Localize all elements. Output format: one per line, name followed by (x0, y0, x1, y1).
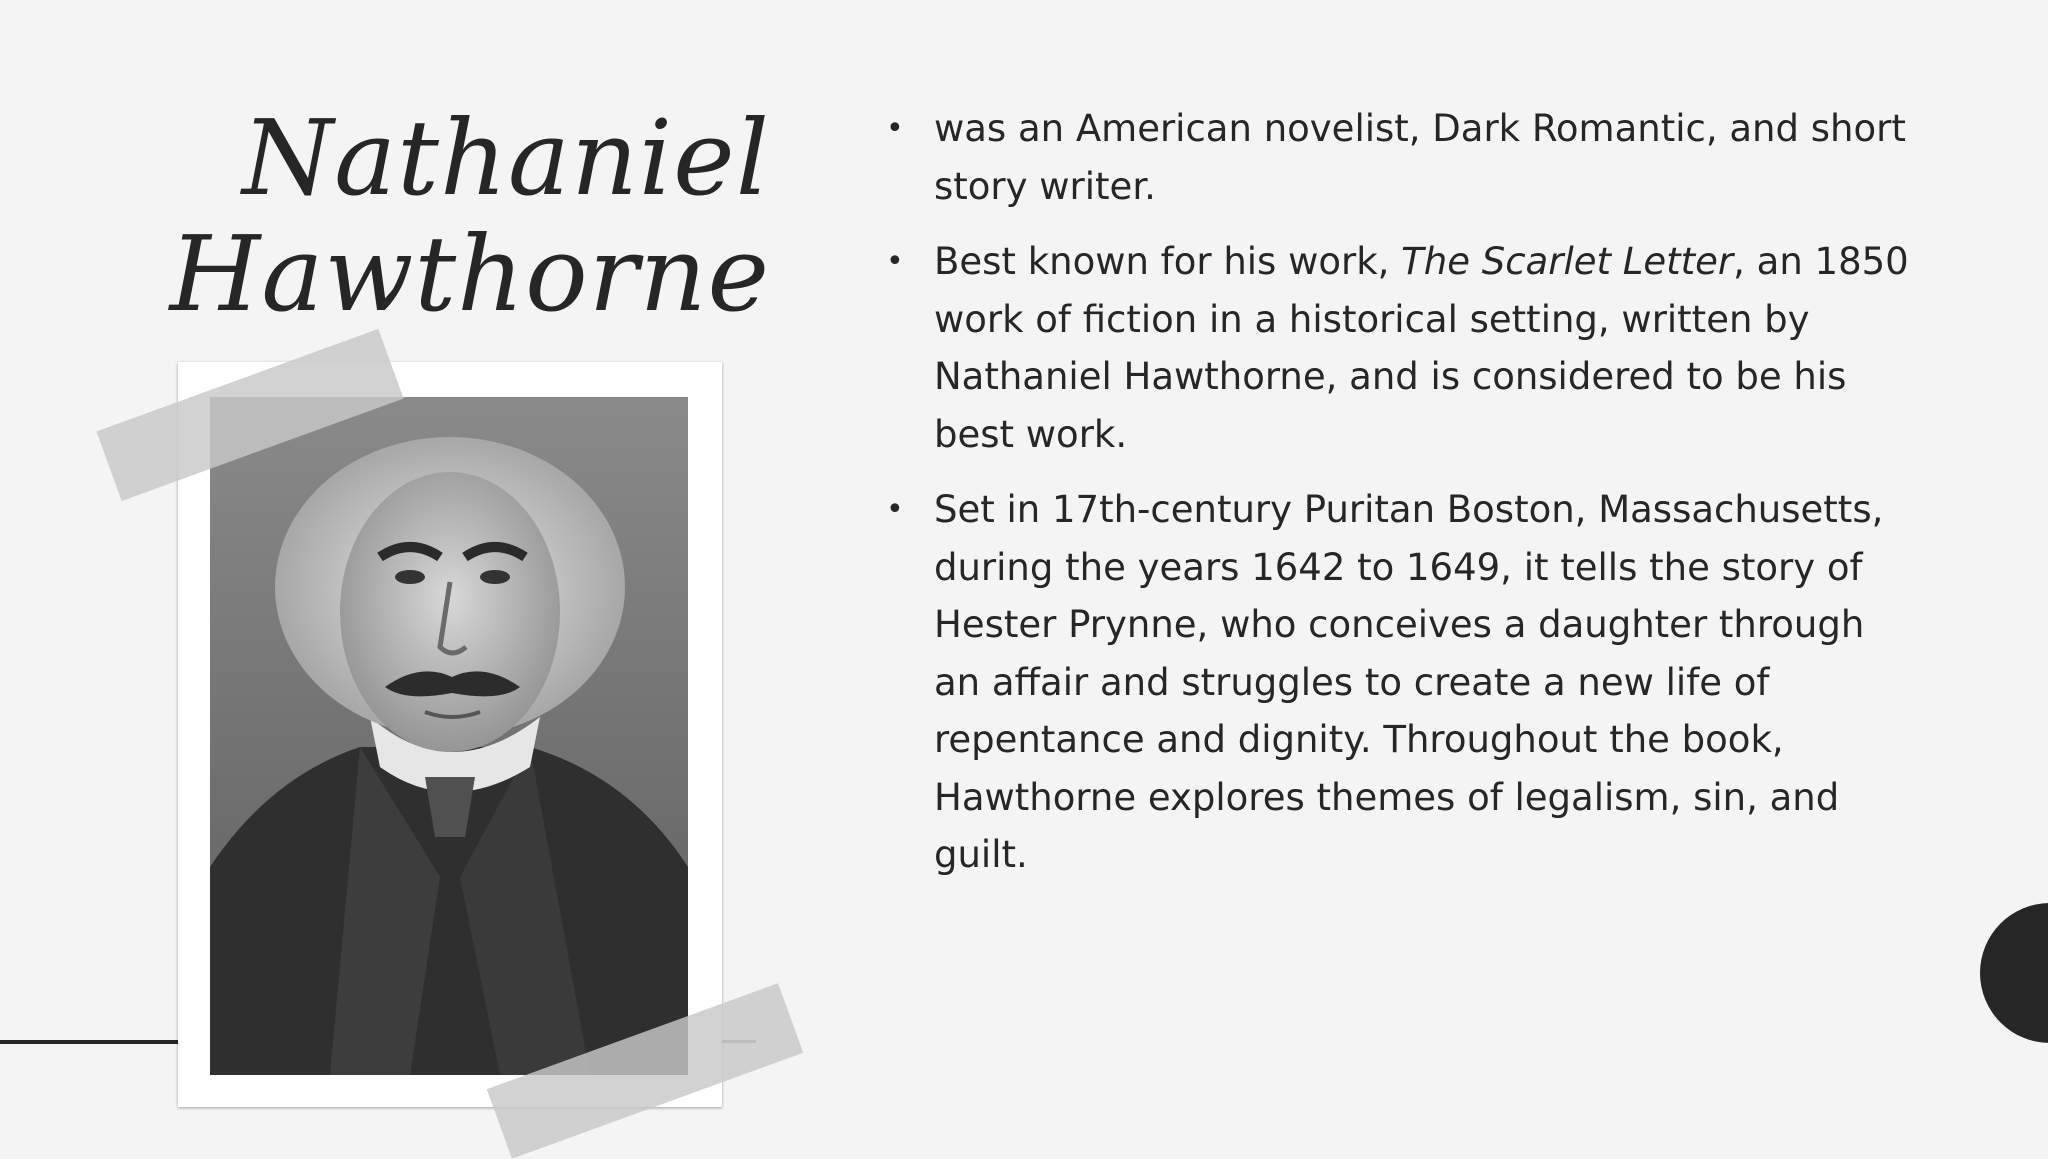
decorative-rule-left (0, 1040, 182, 1044)
bullet-text: Set in 17th-century Puritan Boston, Massachusetts, during the years 1642 to 1649, it tells the story of Hester Prynne, who conceives a daughter through an affair and struggles to create a new life of repentance and dignity. Throughout the book, Hawthorne explores themes of legalism, sin, and guilt. (934, 488, 1884, 876)
title-line-first-name: Nathaniel (242, 97, 770, 219)
bullet-item-1 (880, 100, 1920, 215)
portrait-photo (210, 397, 688, 1075)
bullet-dot-icon: • (886, 111, 904, 146)
page-title (150, 97, 770, 335)
decorative-circle (1980, 903, 2048, 1043)
bullet-list (880, 100, 1920, 902)
bullet-text-after: , an 1850 work of fiction in a historical setting, written by Nathaniel Hawthorne, and is considered to be his best work. (934, 240, 1909, 456)
bullet-dot-icon: • (886, 492, 904, 527)
bullet-dot-icon: • (886, 244, 904, 279)
bullet-item-2 (880, 233, 1920, 463)
book-title: The Scarlet Letter (1401, 240, 1734, 283)
bullet-text-before: Best known for his work, (934, 240, 1402, 283)
title-line-last-name: Hawthorne (169, 213, 770, 335)
bullet-text: was an American novelist, Dark Romantic, and short story writer. (934, 107, 1906, 208)
portrait-illustration (210, 397, 688, 1075)
bullet-item-3 (880, 481, 1920, 884)
photo-frame (178, 362, 722, 1107)
